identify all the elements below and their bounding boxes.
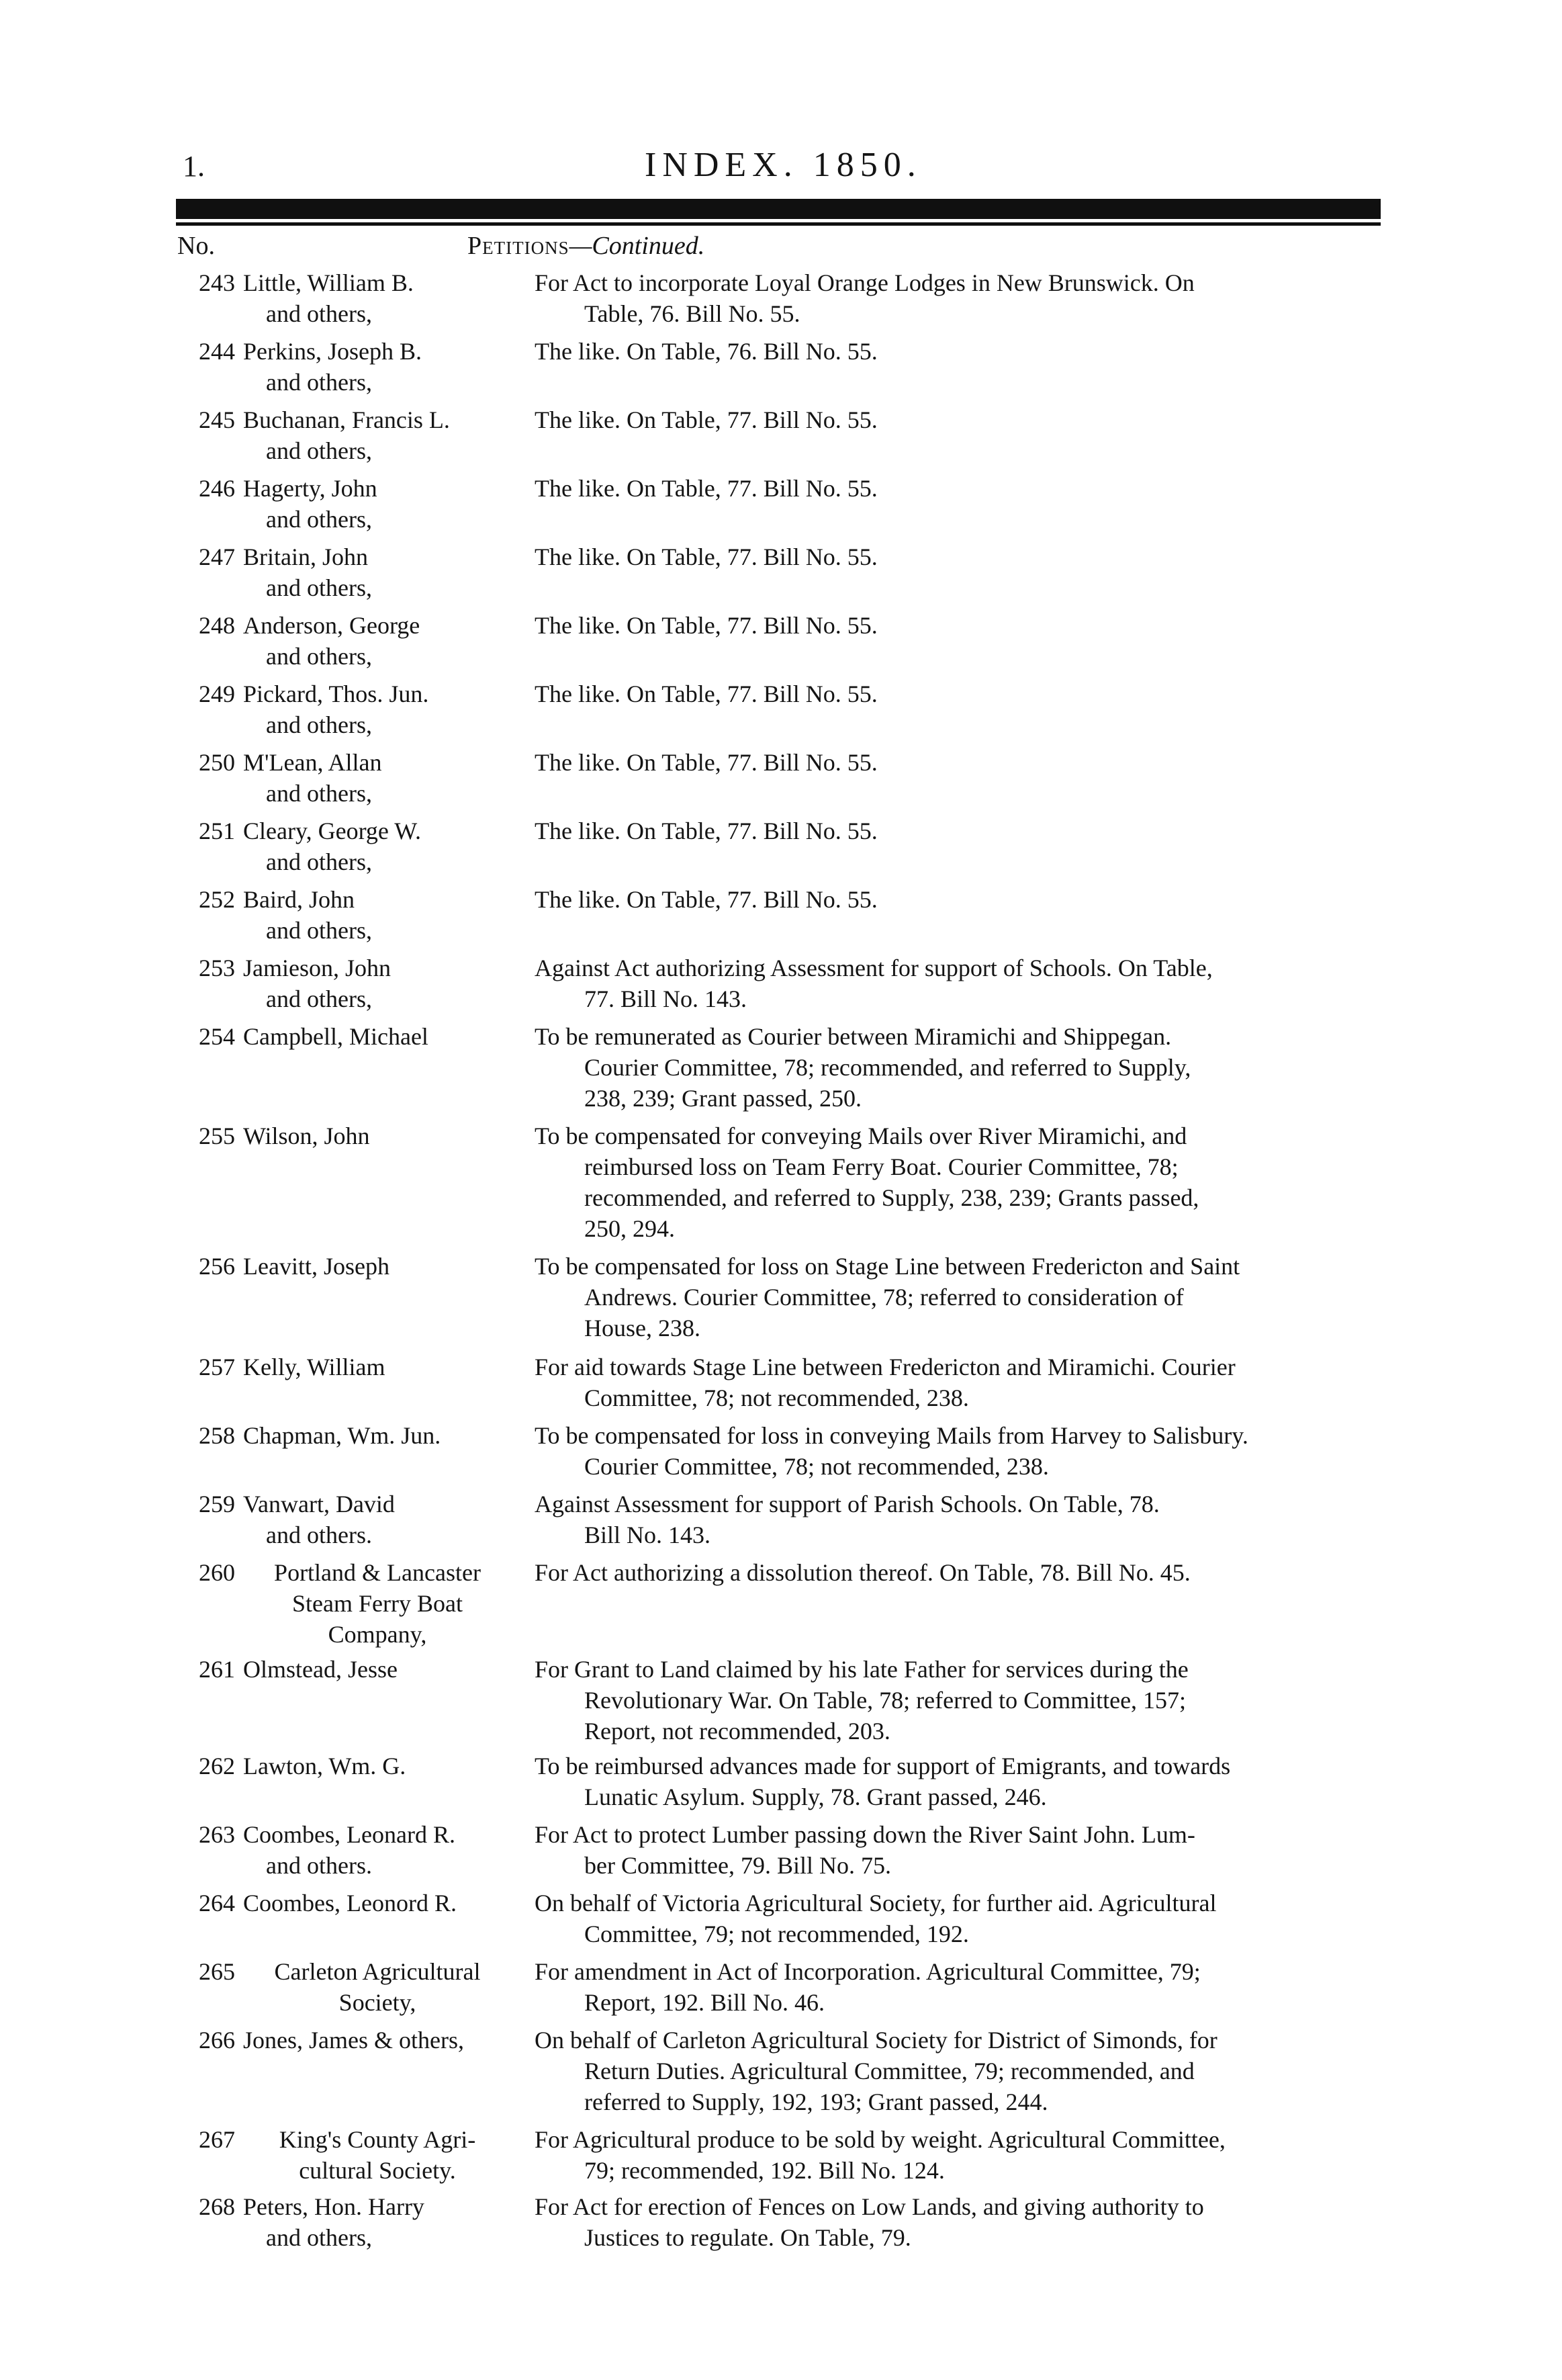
petition-number: 254 xyxy=(199,1023,235,1050)
petition-description xyxy=(535,1021,1371,1114)
petitioner-name-line: Little, William B. xyxy=(243,269,414,296)
petition-description-line: For Act to incorporate Loyal Orange Lodges in New Brunswick. On xyxy=(535,269,1195,296)
petitioner-name-continuation: and others, xyxy=(266,643,372,670)
petitioner-name-line: Coombes, Leonord R. xyxy=(243,1890,457,1916)
petitioner-name-line: Cleary, George W. xyxy=(243,818,421,844)
petitioner-name xyxy=(243,1251,512,1282)
page-number: 1. xyxy=(183,150,205,183)
petitioner-name-line: Jamieson, John xyxy=(243,955,391,981)
petition-number: 243 xyxy=(199,269,235,296)
petition-description-line: reimbursed loss on Team Ferry Boat. Courier Committee, 78; xyxy=(584,1153,1179,1180)
petitioner-name-line: Campbell, Michael xyxy=(243,1023,428,1050)
petition-description xyxy=(535,267,1371,329)
petition-description-line: To be reimbursed advances made for support of Emigrants, and towards xyxy=(535,1753,1231,1779)
petitioner-name-line: Vanwart, David xyxy=(243,1491,395,1517)
petitioner-name-line: Pickard, Thos. Jun. xyxy=(243,680,429,707)
petition-description-line: referred to Supply, 192, 193; Grant passed, 244. xyxy=(584,2088,1048,2115)
petitioner-name-line: Olmstead, Jesse xyxy=(243,1656,398,1683)
petitioner-name-continuation: and others, xyxy=(266,574,372,601)
petition-description-line: Lunatic Asylum. Supply, 78. Grant passed, 246. xyxy=(584,1783,1047,1810)
petition-description-line: Bill No. 143. xyxy=(584,1522,711,1548)
petitioner-name-continuation: and others. xyxy=(266,1852,372,1879)
petitioner-name-line: Coombes, Leonard R. xyxy=(243,1821,455,1848)
petitioner-name xyxy=(243,1021,512,1052)
petition-description xyxy=(535,610,1371,641)
petition-description-line: Table, 76. Bill No. 55. xyxy=(584,300,800,327)
petitioner-name-continuation: Society, xyxy=(338,1989,416,2016)
petition-description xyxy=(535,2191,1371,2253)
petition-description-line: ber Committee, 79. Bill No. 75. xyxy=(584,1852,891,1879)
petitioner-name xyxy=(243,1489,512,1550)
petition-description-line: For Agricultural produce to be sold by weight. Agricultural Committee, xyxy=(535,2126,1226,2153)
petition-description xyxy=(535,1489,1371,1550)
petitioner-name xyxy=(243,747,512,809)
petition-description xyxy=(535,884,1371,915)
petition-number: 247 xyxy=(199,543,235,570)
petition-description xyxy=(535,1956,1371,2018)
petition-description-line: 250, 294. xyxy=(584,1215,675,1242)
petitioner-name-continuation: and others, xyxy=(266,985,372,1012)
petitioner-name-line: King's County Agri- xyxy=(279,2126,476,2153)
petitioner-name xyxy=(243,336,512,398)
petition-description-line: For Grant to Land claimed by his late Father for services during the xyxy=(535,1656,1189,1683)
petition-number: 259 xyxy=(199,1491,235,1517)
petitioner-name-line: Peters, Hon. Harry xyxy=(243,2193,424,2220)
petition-description-line: For amendment in Act of Incorporation. Agricultural Committee, 79; xyxy=(535,1958,1201,1985)
petition-description-line: Report, not recommended, 203. xyxy=(584,1718,890,1745)
petition-description-line: The like. On Table, 77. Bill No. 55. xyxy=(535,818,878,844)
petition-number: 260 xyxy=(199,1559,235,1586)
petitioner-name xyxy=(243,1956,512,2018)
petition-description xyxy=(535,1251,1371,1343)
petitioner-name-continuation: and others, xyxy=(266,506,372,533)
petition-number: 263 xyxy=(199,1821,235,1848)
petitioner-name xyxy=(243,816,512,877)
petition-description xyxy=(535,678,1371,709)
petitioner-name xyxy=(243,1420,512,1451)
petitioner-name xyxy=(243,1751,512,1781)
petitioner-name-line: Leavitt, Joseph xyxy=(243,1253,389,1280)
petitioner-name xyxy=(243,1654,512,1685)
petition-description xyxy=(535,1654,1371,1747)
petition-number: 266 xyxy=(199,2027,235,2054)
petitioner-name xyxy=(243,2191,512,2253)
petitioner-name xyxy=(243,2124,512,2186)
petition-description-line: Return Duties. Agricultural Committee, 79; recommended, and xyxy=(584,2058,1195,2084)
petition-number: 264 xyxy=(199,1890,235,1916)
petitioner-name xyxy=(243,541,512,603)
petitioner-name xyxy=(243,678,512,740)
petition-description xyxy=(535,473,1371,504)
petitioner-name-line: Anderson, George xyxy=(243,612,420,639)
petitioner-name xyxy=(243,1819,512,1881)
petition-description-line: Revolutionary War. On Table, 78; referred to Committee, 157; xyxy=(584,1687,1187,1714)
petitioner-name-continuation: and others, xyxy=(266,437,372,464)
petition-description-line: Justices to regulate. On Table, 79. xyxy=(584,2224,911,2251)
petition-number: 249 xyxy=(199,680,235,707)
petition-description xyxy=(535,404,1371,435)
petition-description-line: For Act authorizing a dissolution thereof. On Table, 78. Bill No. 45. xyxy=(535,1559,1191,1586)
petition-number: 256 xyxy=(199,1253,235,1280)
petition-description xyxy=(535,816,1371,846)
petition-number: 248 xyxy=(199,612,235,639)
petition-number: 257 xyxy=(199,1354,235,1380)
petitioner-name xyxy=(243,884,512,946)
petition-description-line: 238, 239; Grant passed, 250. xyxy=(584,1085,862,1112)
petition-description-line: 77. Bill No. 143. xyxy=(584,985,747,1012)
petitioner-name-line: Portland & Lancaster xyxy=(274,1559,481,1586)
section-suffix: —Continued. xyxy=(569,232,705,260)
petitioner-name-line: Chapman, Wm. Jun. xyxy=(243,1422,441,1449)
petitioner-name xyxy=(243,1120,512,1151)
petitioner-name-line: Carleton Agricultural xyxy=(274,1958,481,1985)
petitioner-name-continuation: and others, xyxy=(266,300,372,327)
petition-description-line: To be compensated for conveying Mails over River Miramichi, and xyxy=(535,1122,1187,1149)
petitioner-name-continuation: Company, xyxy=(328,1621,427,1648)
petition-description-line: For Act for erection of Fences on Low Lands, and giving authority to xyxy=(535,2193,1204,2220)
petition-description xyxy=(535,1819,1371,1881)
petition-description xyxy=(535,953,1371,1014)
petitioner-name-line: Perkins, Joseph B. xyxy=(243,338,422,365)
petitioner-name-line: Kelly, William xyxy=(243,1354,385,1380)
petition-description-line: On behalf of Carleton Agricultural Society for District of Simonds, for xyxy=(535,2027,1218,2054)
petition-number: 262 xyxy=(199,1753,235,1779)
petition-number: 246 xyxy=(199,475,235,502)
petition-description-line: House, 238. xyxy=(584,1315,700,1341)
petition-number: 244 xyxy=(199,338,235,365)
petitioner-name-continuation: and others, xyxy=(266,780,372,807)
petition-description-line: recommended, and referred to Supply, 238, 239; Grants passed, xyxy=(584,1184,1199,1211)
petition-number: 265 xyxy=(199,1958,235,1985)
petitioner-name xyxy=(243,473,512,535)
petition-description-line: Andrews. Courier Committee, 78; referred to consideration of xyxy=(584,1284,1184,1311)
petition-description-line: The like. On Table, 77. Bill No. 55. xyxy=(535,543,878,570)
petition-description xyxy=(535,747,1371,778)
petition-description-line: 79; recommended, 192. Bill No. 124. xyxy=(584,2157,945,2184)
petitioner-name-line: Hagerty, John xyxy=(243,475,377,502)
petition-description xyxy=(535,2124,1371,2186)
petition-number: 251 xyxy=(199,818,235,844)
petition-description xyxy=(535,541,1371,572)
petitioner-name-line: Britain, John xyxy=(243,543,368,570)
petitioner-name-line: Buchanan, Francis L. xyxy=(243,406,450,433)
petition-description-line: Courier Committee, 78; recommended, and referred to Supply, xyxy=(584,1054,1191,1081)
petitioner-name-continuation: and others. xyxy=(266,1522,372,1548)
petition-description xyxy=(535,1557,1371,1588)
petition-description-line: Against Assessment for support of Parish Schools. On Table, 78. xyxy=(535,1491,1160,1517)
petition-description-line: Courier Committee, 78; not recommended, 238. xyxy=(584,1453,1049,1480)
petitioner-name xyxy=(243,2025,512,2056)
petitioner-name xyxy=(243,610,512,672)
petitioner-name xyxy=(243,1888,512,1919)
petition-description xyxy=(535,1888,1371,1949)
petition-description-line: The like. On Table, 77. Bill No. 55. xyxy=(535,886,878,913)
petition-number: 255 xyxy=(199,1122,235,1149)
petitioner-name-continuation: and others, xyxy=(266,2224,372,2251)
petition-description xyxy=(535,1420,1371,1482)
petition-description xyxy=(535,1120,1371,1244)
petition-number: 252 xyxy=(199,886,235,913)
column-no-label: No. xyxy=(177,232,215,260)
petitioner-name-continuation: and others, xyxy=(266,917,372,944)
petition-number: 250 xyxy=(199,749,235,776)
petition-number: 253 xyxy=(199,955,235,981)
petitioner-name-continuation: cultural Society. xyxy=(299,2157,456,2184)
petition-description xyxy=(535,2025,1371,2117)
petition-description-line: The like. On Table, 77. Bill No. 55. xyxy=(535,475,878,502)
petition-number: 245 xyxy=(199,406,235,433)
petition-number: 268 xyxy=(199,2193,235,2220)
petition-description xyxy=(535,1751,1371,1812)
petitioner-name xyxy=(243,1352,512,1382)
petition-description-line: For aid towards Stage Line between Fredericton and Miramichi. Courier xyxy=(535,1354,1236,1380)
petition-description-line: Committee, 78; not recommended, 238. xyxy=(584,1384,969,1411)
section-title: Petitions xyxy=(467,232,569,260)
petition-number: 261 xyxy=(199,1656,235,1683)
petitioner-name-continuation: Steam Ferry Boat xyxy=(292,1590,463,1617)
page-title: INDEX. 1850. xyxy=(645,146,922,184)
petition-description-line: The like. On Table, 77. Bill No. 55. xyxy=(535,749,878,776)
petitioner-name-continuation: and others, xyxy=(266,369,372,396)
petition-description-line: Against Act authorizing Assessment for support of Schools. On Table, xyxy=(535,955,1213,981)
petition-description-line: Report, 192. Bill No. 46. xyxy=(584,1989,825,2016)
petition-description-line: Committee, 79; not recommended, 192. xyxy=(584,1921,969,1947)
petition-description-line: The like. On Table, 76. Bill No. 55. xyxy=(535,338,878,365)
petition-description-line: To be compensated for loss on Stage Line between Fredericton and Saint xyxy=(535,1253,1240,1280)
petitioner-name-line: Lawton, Wm. G. xyxy=(243,1753,406,1779)
petition-description-line: To be compensated for loss in conveying Mails from Harvey to Salisbury. xyxy=(535,1422,1248,1449)
petitioner-name xyxy=(243,267,512,329)
petitioner-name-continuation: and others, xyxy=(266,848,372,875)
petition-description-line: On behalf of Victoria Agricultural Society, for further aid. Agricultural xyxy=(535,1890,1217,1916)
petitioner-name xyxy=(243,953,512,1014)
petitioner-name-line: Jones, James & others, xyxy=(243,2027,464,2054)
petition-description-line: For Act to protect Lumber passing down the River Saint John. Lum- xyxy=(535,1821,1195,1848)
petition-number: 258 xyxy=(199,1422,235,1449)
petition-description-line: The like. On Table, 77. Bill No. 55. xyxy=(535,406,878,433)
petitioner-name xyxy=(243,404,512,466)
petitioner-name-line: M'Lean, Allan xyxy=(243,749,382,776)
petitioner-name-continuation: and others, xyxy=(266,711,372,738)
petition-description xyxy=(535,1352,1371,1413)
petition-number: 267 xyxy=(199,2126,235,2153)
petition-description-line: To be remunerated as Courier between Miramichi and Shippegan. xyxy=(535,1023,1172,1050)
petition-description-line: The like. On Table, 77. Bill No. 55. xyxy=(535,680,878,707)
petitioner-name xyxy=(243,1557,512,1650)
petition-description xyxy=(535,336,1371,367)
petition-description-line: The like. On Table, 77. Bill No. 55. xyxy=(535,612,878,639)
petitioner-name-line: Baird, John xyxy=(243,886,355,913)
petitioner-name-line: Wilson, John xyxy=(243,1122,370,1149)
